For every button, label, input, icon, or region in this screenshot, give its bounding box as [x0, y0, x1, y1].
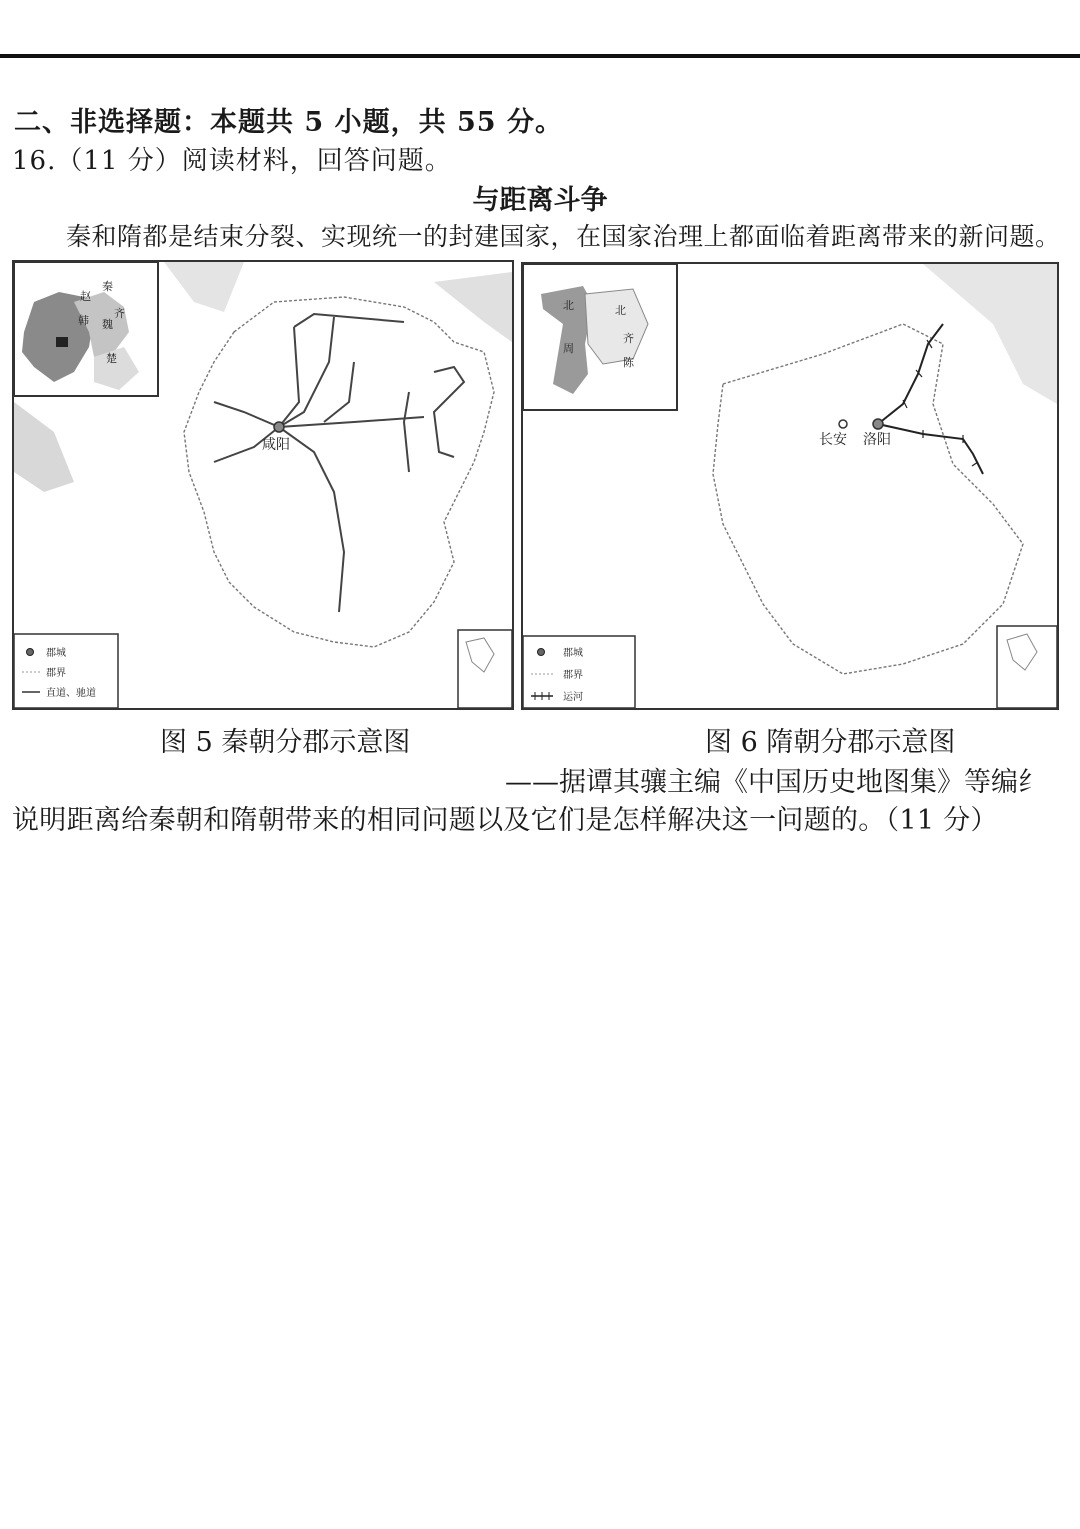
- sui-legend-city: 郡城: [563, 648, 583, 659]
- qin-map-caption: 图 5 秦朝分郡示意图: [160, 727, 411, 758]
- qin-inset-label-1: 秦: [102, 280, 113, 293]
- source-line: ——据谭其骧主编《中国历史地图集》等编纟: [505, 767, 1045, 798]
- material-title: 与距离斗争: [472, 185, 608, 216]
- qin-inset-label-2: 赵: [80, 290, 91, 303]
- qin-legend-road: 直道、驰道: [46, 688, 96, 699]
- sui-map-caption: 图 6 隋朝分郡示意图: [705, 727, 956, 758]
- question-text: 说明距离给秦朝和隋朝带来的相同问题以及它们是怎样解决这一问题的。（11 分）: [12, 805, 998, 836]
- sui-inset-label-5: 陈: [623, 356, 634, 369]
- sui-map: [521, 262, 1059, 710]
- sui-legend-border: 郡界: [563, 670, 583, 681]
- qin-inset-label-6: 楚: [106, 352, 117, 365]
- qin-map: [12, 260, 514, 710]
- sui-city-changan: 长安: [819, 432, 847, 448]
- question-number-line: 16.（11 分）阅读材料，回答问题。: [12, 146, 452, 176]
- top-rule: [0, 54, 1080, 58]
- sui-city-luoyang: 洛阳: [863, 432, 891, 448]
- qin-inset-label-5: 魏: [102, 318, 113, 331]
- qin-inset-label-3: 齐: [114, 307, 125, 320]
- material-intro: 秦和隋都是结束分裂、实现统一的封建国家，在国家治理上都面临着距离带来的新问题。: [66, 222, 1061, 251]
- sui-inset-label-2: 北: [615, 304, 626, 317]
- sui-legend-canal: 运河: [563, 692, 583, 703]
- section-heading: 二、非选择题：本题共 5 小题，共 55 分。: [14, 107, 563, 138]
- qin-inset-label-4: 韩: [78, 314, 89, 327]
- sui-inset-label-3: 齐: [623, 332, 634, 345]
- sui-inset-label-4: 周: [563, 342, 574, 355]
- qin-legend-border: 郡界: [46, 668, 66, 679]
- qin-capital-label: 咸阳: [262, 437, 290, 453]
- qin-map-drawing: [14, 262, 512, 708]
- sui-map-drawing: [523, 264, 1057, 708]
- qin-legend-city: 郡城: [46, 648, 66, 659]
- sui-inset-label-1: 北: [563, 299, 574, 312]
